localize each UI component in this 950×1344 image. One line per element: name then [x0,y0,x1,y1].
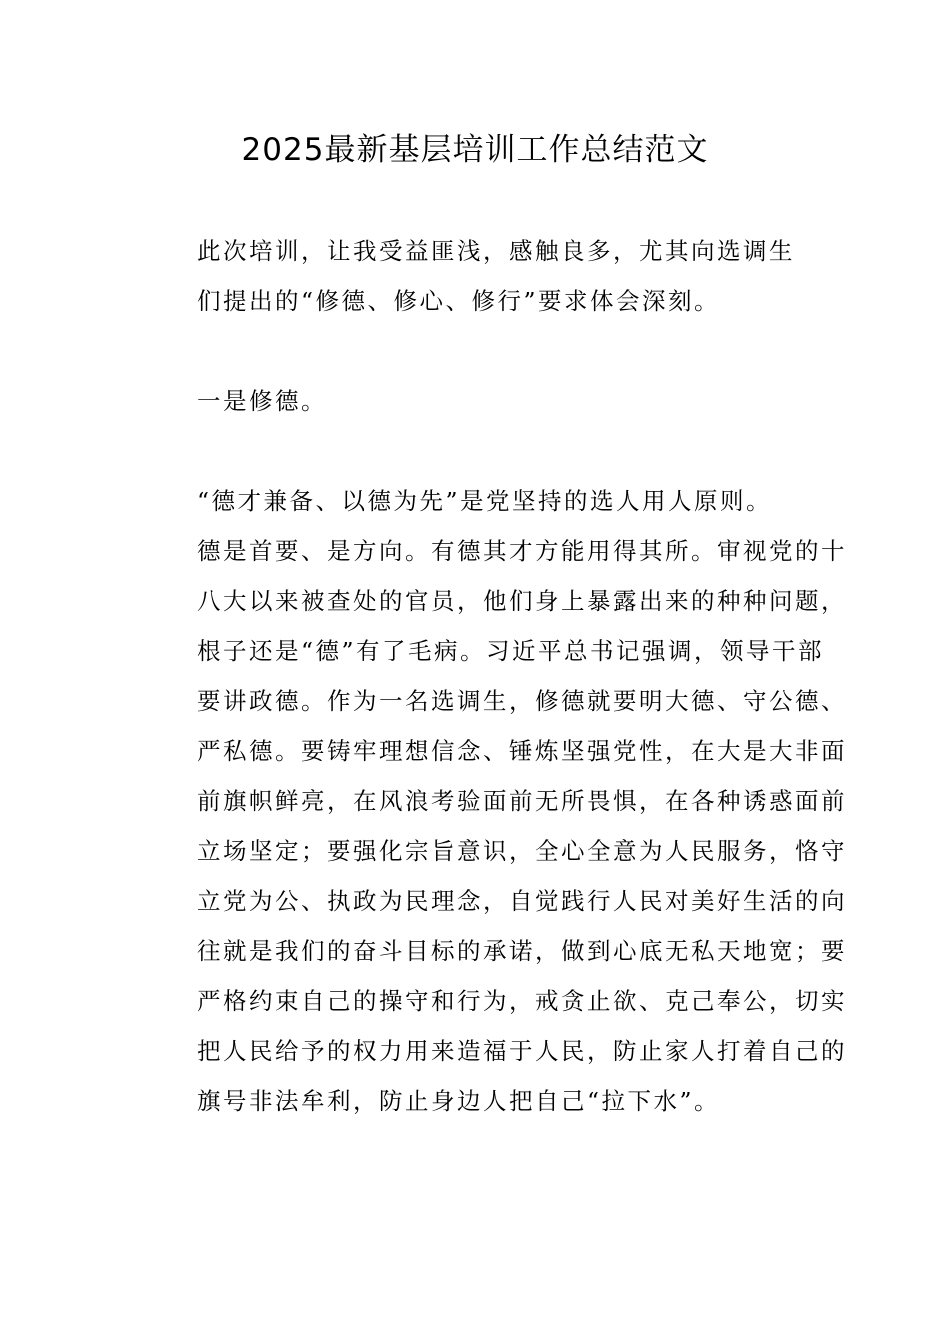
paragraph-xiude-body [145,476,847,1126]
text-line: “德才兼备、以德为先”是党坚持的选人用人原则。 [197,487,773,515]
text-line: 把人民给予的权力用来造福于人民，防止家人打着自己的 [197,1037,847,1065]
text-line: 严私德。要铸牢理想信念、锤炼坚强党性，在大是大非面 [197,737,847,765]
text-line: 严格约束自己的操守和行为，戒贪止欲、克己奉公，切实 [197,987,847,1015]
text-line: 一是修德。 [197,387,327,415]
text-line: 往就是我们的奋斗目标的承诺，做到心底无私天地宽；要 [197,937,847,965]
text-line: 立党为公、执政为民理念，自觉践行人民对美好生活的向 [197,887,847,915]
text-line: 旗号非法牟利，防止身边人把自己“拉下水”。 [197,1087,721,1115]
text-line: 要讲政德。作为一名选调生，修德就要明大德、守公德、 [197,687,847,715]
text-line: 根子还是“德”有了毛病。习近平总书记强调，领导干部 [197,637,825,665]
document-title: 2025最新基层培训工作总结范文 [241,132,709,168]
text-line: 们提出的“修德、修心、修行”要求体会深刻。 [197,287,721,315]
text-line: 前旗帜鲜亮，在风浪考验面前无所畏惧，在各种诱惑面前 [197,787,847,815]
text-line: 八大以来被查处的官员，他们身上暴露出来的种种问题， [197,587,847,615]
text-line: 立场坚定；要强化宗旨意识，全心全意为人民服务，恪守 [197,837,847,865]
text-line: 此次培训，让我受益匪浅，感触良多，尤其向选调生 [197,237,795,265]
paragraph-intro [145,226,807,326]
text-line: 德是首要、是方向。有德其才方能用得其所。审视党的十 [197,537,847,565]
document-body [145,226,847,1126]
paragraph-heading-xiude [145,376,807,426]
